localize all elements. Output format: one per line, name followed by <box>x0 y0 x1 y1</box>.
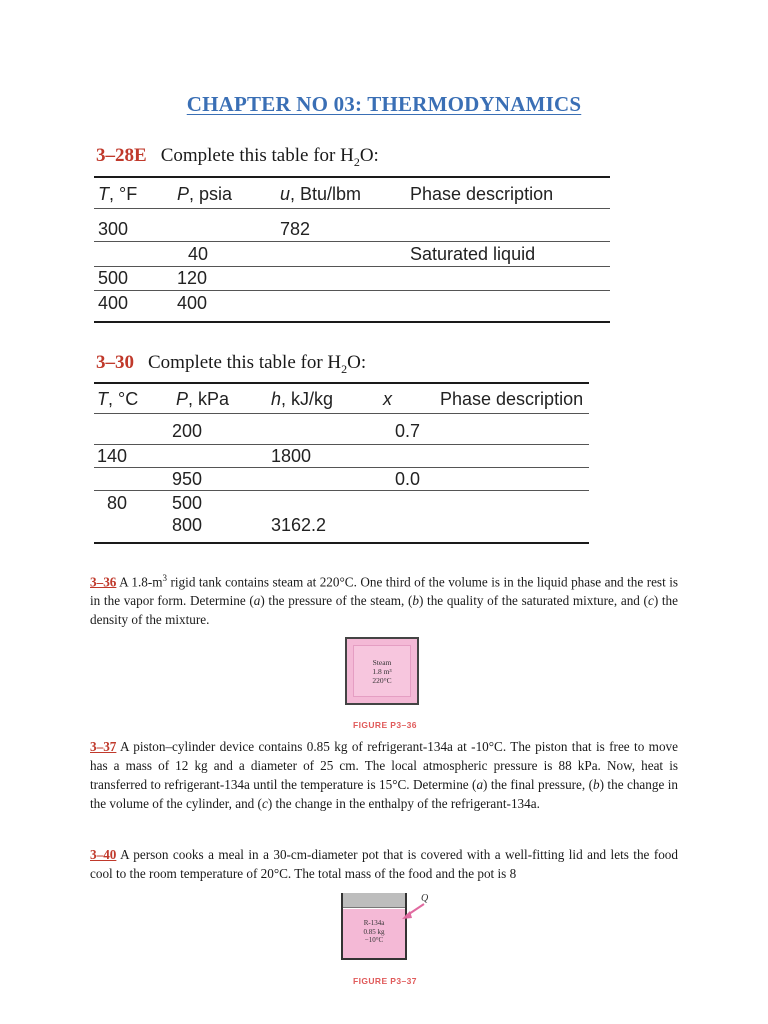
table-cell: 500 <box>172 493 203 513</box>
table-rule <box>94 467 589 468</box>
heat-label: Q <box>421 893 429 904</box>
col-header-p: P, kPa <box>176 389 230 409</box>
table-cell: 80 <box>107 493 128 513</box>
problem-number: 3–28E <box>96 145 147 166</box>
problem-3-37-text: 3–37 A piston–cylinder device contains 0.85 kg of refrigerant-134a at -10°C. The piston that is free to move has a mass of 12 kg and a diameter of 25 cm. The local atmospheric pressure is 88 kPa. Now, heat is transferred to refrigerant-134a until the temperature is 15°C. Determine (a) the final pressure, (b) the change in the volume of the cylinder, and (c) the change in the enthalpy of the refrigerant-134a. <box>90 739 678 811</box>
table-rule <box>94 321 610 323</box>
table-cell: 200 <box>172 421 203 441</box>
problem-number: 3–36 <box>90 574 117 590</box>
table-cell: 400 <box>98 293 129 313</box>
problem-number: 3–30 <box>96 352 134 373</box>
subscript: 2 <box>353 154 360 169</box>
col-header-p: P, psia <box>177 184 233 204</box>
table-cell: Saturated liquid <box>410 244 536 264</box>
chapter-title: CHAPTER NO 03: THERMODYNAMICS <box>186 92 582 116</box>
table-cell: 950 <box>172 469 203 489</box>
problem-3-28e-heading <box>96 145 379 170</box>
col-header-t: T, °C <box>97 389 139 409</box>
problem-prompt: Complete this table for H <box>148 352 342 373</box>
tank-label: Steam 1.8 m³ 220°C <box>353 645 411 697</box>
table-cell: 120 <box>177 268 208 288</box>
piston <box>343 893 405 908</box>
problem-prompt: Complete this table for H <box>160 145 354 166</box>
problem-number: 3–40 <box>90 847 117 862</box>
col-header-phase: Phase description <box>440 389 584 409</box>
subscript: 2 <box>341 361 348 376</box>
table-cell: 500 <box>98 268 129 288</box>
table-cell: 800 <box>172 515 203 535</box>
table-cell: 1800 <box>271 446 312 466</box>
col-header-phase: Phase description <box>410 184 554 204</box>
problem-3-36-text: 3–36 A $1.8-m^3$ rigid tank contains steam at 220°C. One third of the volume is in the liquid phase and the rest is in the vapor form. Determine (a) the pressure of the steam, (b) the quality of the saturated mixture, and (c) the density of the mixture. <box>90 573 678 628</box>
problem-prompt-end: O: <box>347 352 367 373</box>
table-rule <box>94 290 610 291</box>
problem-3-40-text: 3–40 A person cooks a meal in a 30-cm-diameter pot that is covered with a well-fitting lid and lets the food cool to the room temperature of 20°C. The total mass of the food and the pot is 8 <box>90 847 678 881</box>
table-cell: 3162.2 <box>271 515 327 535</box>
table-cell: 300 <box>98 219 129 239</box>
heat-arrow-icon <box>400 898 440 928</box>
table-rule <box>94 444 589 445</box>
cylinder-label: R-134a 0.85 kg −10°C <box>363 919 385 944</box>
table-cell: 140 <box>97 446 128 466</box>
table-rule <box>94 241 610 242</box>
table-cell: 400 <box>177 293 208 313</box>
problem-number: 3–37 <box>90 739 117 754</box>
table-rule <box>94 208 610 209</box>
rigid-tank-figure <box>345 637 419 705</box>
table-rule <box>94 176 610 178</box>
col-header-t: T, °F <box>98 184 138 204</box>
table-cell: 782 <box>280 219 311 239</box>
table-cell: 40 <box>188 244 209 264</box>
table-rule <box>94 413 589 414</box>
figure-caption: FIGURE P3–36 <box>353 720 417 730</box>
problem-prompt-end: O: <box>359 145 379 166</box>
piston-cylinder-figure <box>341 893 407 960</box>
figure-caption: FIGURE P3–37 <box>353 976 417 986</box>
col-header-u: u, Btu/lbm <box>280 184 362 204</box>
problem-3-30-heading <box>96 352 366 377</box>
table-rule <box>94 382 589 384</box>
table-cell: 0.0 <box>395 469 421 489</box>
table-rule <box>94 266 610 267</box>
col-header-x: x <box>383 389 392 409</box>
col-header-h: h, kJ/kg <box>271 389 334 409</box>
table-rule <box>94 542 589 544</box>
table-rule <box>94 490 589 491</box>
table-cell: 0.7 <box>395 421 421 441</box>
